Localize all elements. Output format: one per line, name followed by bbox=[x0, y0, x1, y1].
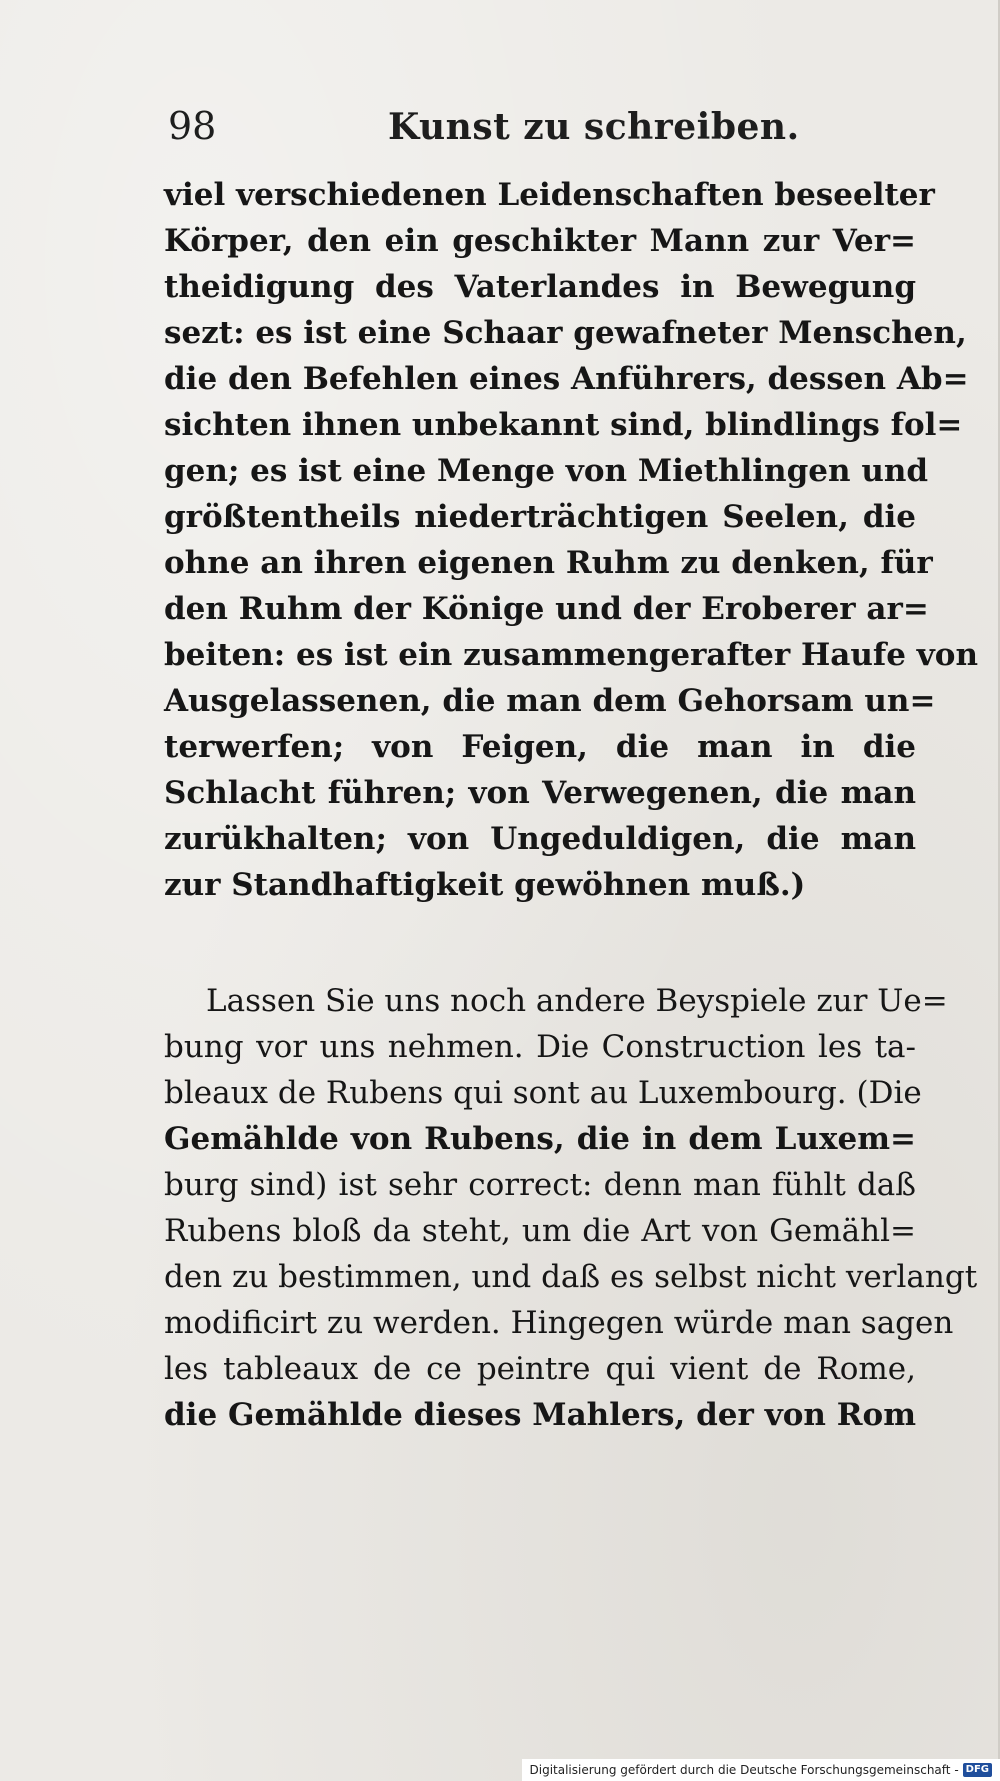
credit-text: Digitalisierung gefördert durch die Deutsche Forschungsgemeinschaft - bbox=[529, 1763, 959, 1777]
dfg-logo: DFG bbox=[963, 1763, 992, 1777]
text-line: zur Standhaftigkeit gewöhnen muß.) bbox=[164, 867, 806, 903]
digitization-credit bbox=[522, 1759, 1000, 1781]
text-line: burg sind) ist sehr correct: denn man fühlt daß bbox=[164, 1167, 916, 1203]
text-line: den Ruhm der Könige und der Eroberer ar= bbox=[164, 591, 929, 627]
text-line: Lassen Sie uns noch andere Beyspiele zur Ue= bbox=[206, 983, 948, 1019]
text-line: größtentheils niederträchtigen Seelen, die bbox=[164, 499, 916, 535]
text-line: modificirt zu werden. Hingegen würde man sagen bbox=[164, 1305, 954, 1341]
text-line: bung vor uns nehmen. Die Construction les ta- bbox=[164, 1029, 916, 1065]
text-line: theidigung des Vaterlandes in Bewegung bbox=[164, 269, 916, 305]
page-number: 98 bbox=[168, 104, 217, 148]
text-line: die den Befehlen eines Anführers, dessen Ab= bbox=[164, 361, 969, 397]
text-line: terwerfen; von Feigen, die man in die bbox=[164, 729, 916, 765]
paragraph-continued bbox=[164, 172, 978, 908]
text-line: die Gemählde dieses Mahlers, der von Rom bbox=[164, 1397, 916, 1433]
text-line: sichten ihnen unbekannt sind, blindlings fol= bbox=[164, 407, 963, 443]
page-header bbox=[168, 96, 928, 156]
text-line: viel verschiedenen Leidenschaften beseelter bbox=[164, 177, 935, 213]
text-line: bleaux de Rubens qui sont au Luxembourg. (Die bbox=[164, 1075, 922, 1111]
text-line: zurükhalten; von Ungeduldigen, die man bbox=[164, 821, 916, 857]
text-line: Schlacht führen; von Verwegenen, die man bbox=[164, 775, 916, 811]
running-title: Kunst zu schreiben. bbox=[388, 106, 800, 148]
text-line: sezt: es ist eine Schaar gewafneter Menschen, bbox=[164, 315, 967, 351]
text-line: Ausgelassenen, die man dem Gehorsam un= bbox=[164, 683, 936, 719]
text-line: Gemählde von Rubens, die in dem Luxem= bbox=[164, 1121, 916, 1157]
text-line: den zu bestimmen, und daß es selbst nicht verlangt bbox=[164, 1259, 978, 1295]
text-line: les tableaux de ce peintre qui vient de Rome, bbox=[164, 1351, 916, 1387]
text-line: Rubens bloß da steht, um die Art von Gemähl= bbox=[164, 1213, 916, 1249]
text-line: Körper, den ein geschikter Mann zur Ver= bbox=[164, 223, 916, 259]
text-line: ohne an ihren eigenen Ruhm zu denken, für bbox=[164, 545, 933, 581]
paragraph-examples bbox=[164, 978, 978, 1438]
text-line: beiten: es ist ein zusammengerafter Haufe von bbox=[164, 637, 978, 673]
text-line: gen; es ist eine Menge von Miethlingen und bbox=[164, 453, 929, 489]
